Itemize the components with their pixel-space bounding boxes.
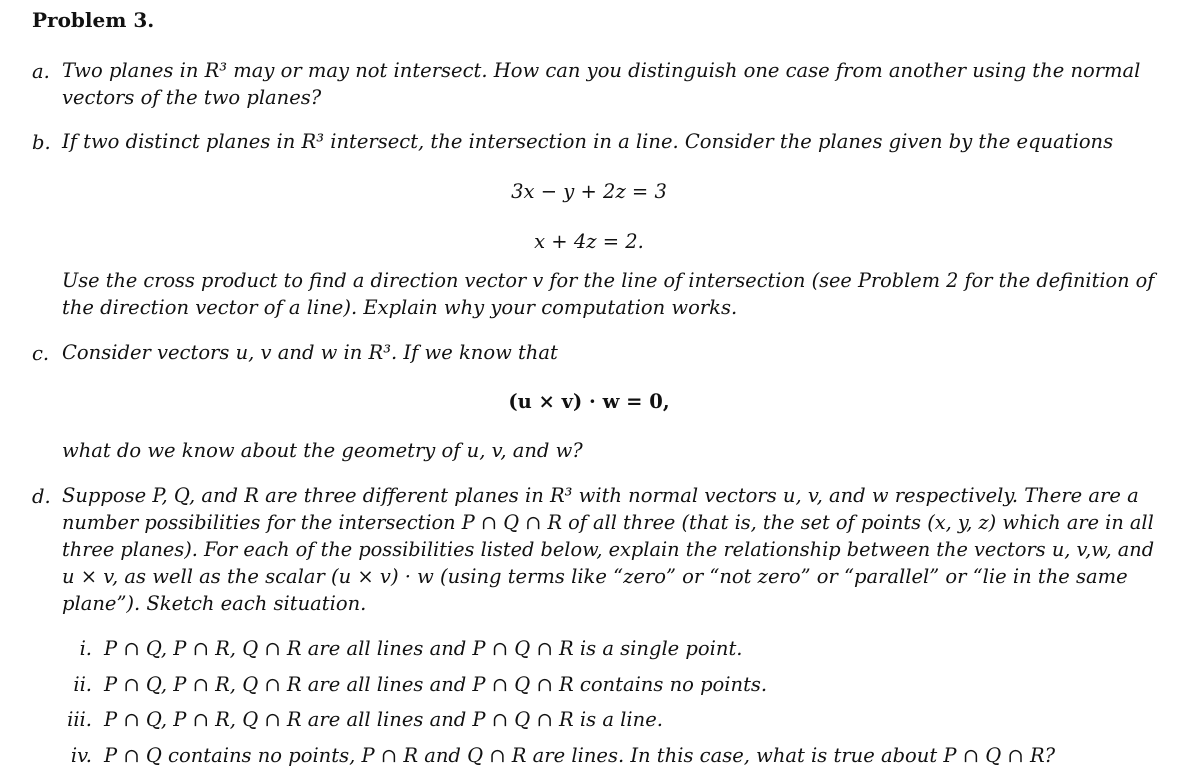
part-d-line-3: three planes). For each of the possibilities listed below, explain the relationship between the vectors u, v,w, and [62,538,1155,561]
part-b-line-2: Use the cross product to find a direction vector v for the line of intersection (see Problem 2 for the definition of [62,269,1155,292]
problem-title: Problem 3. [32,8,155,32]
part-d-line-5: plane”). Sketch each situation. [62,592,367,615]
part-c-line-1: Consider vectors u, v and w in R³. If we know that [62,341,558,364]
part-c-label: c. [32,342,50,365]
part-d-line-1: Suppose P, Q, and R are three different planes in R³ with normal vectors u, v, and w respectively. There are a [62,484,1139,507]
item-ii-text: P ∩ Q, P ∩ R, Q ∩ R are all lines and P ∩ Q ∩ R contains no points. [104,673,768,696]
part-a-line-2: vectors of the two planes? [62,86,322,109]
part-c-intro [62,339,1154,366]
part-a-label: a. [32,60,50,83]
item-i-text: P ∩ Q, P ∩ R, Q ∩ R are all lines and P ∩ Q ∩ R is a single point. [104,637,743,660]
part-d-line-2: number possibilities for the intersection P ∩ Q ∩ R of all three (that is, the set of points (x, y, z) which are in all [62,511,1154,534]
part-b-text [62,267,1154,321]
item-iii-number: iii. [67,708,92,731]
part-d-label: d. [32,485,51,508]
item-iv-text: P ∩ Q contains no points, P ∩ R and Q ∩ R are lines. In this case, what is true about P ∩ Q ∩ R? [104,744,1056,767]
item-iii-text: P ∩ Q, P ∩ R, Q ∩ R are all lines and P ∩ Q ∩ R is a line. [104,708,663,731]
part-b-line-3: the direction vector of a line). Explain why your computation works. [62,296,738,319]
equation-triple-product: (u × v) · w = 0, [508,390,670,413]
part-a-line-1: Two planes in R³ may or may not intersect. How can you distinguish one case from another using the normal [62,59,1141,82]
equation-plane-2: x + 4z = 2. [534,230,644,253]
part-c-text [62,437,1154,464]
part-d-text [62,482,1154,617]
item-ii-number: ii. [73,673,92,696]
part-a-text [62,57,1154,111]
item-iv-number: iv. [70,744,92,767]
equation-plane-1: 3x − y + 2z = 3 [511,180,667,203]
part-b-label: b. [32,131,51,154]
part-b-line-1: If two distinct planes in R³ intersect, the intersection in a line. Consider the planes given by the equations [62,130,1114,153]
item-i-number: i. [79,637,92,660]
part-b-intro [62,128,1154,155]
part-c-line-2: what do we know about the geometry of u, v, and w? [62,439,583,462]
part-d-line-4: u × v, as well as the scalar (u × v) · w (using terms like “zero” or “not zero” or “parallel” or “lie in the same [62,565,1128,588]
